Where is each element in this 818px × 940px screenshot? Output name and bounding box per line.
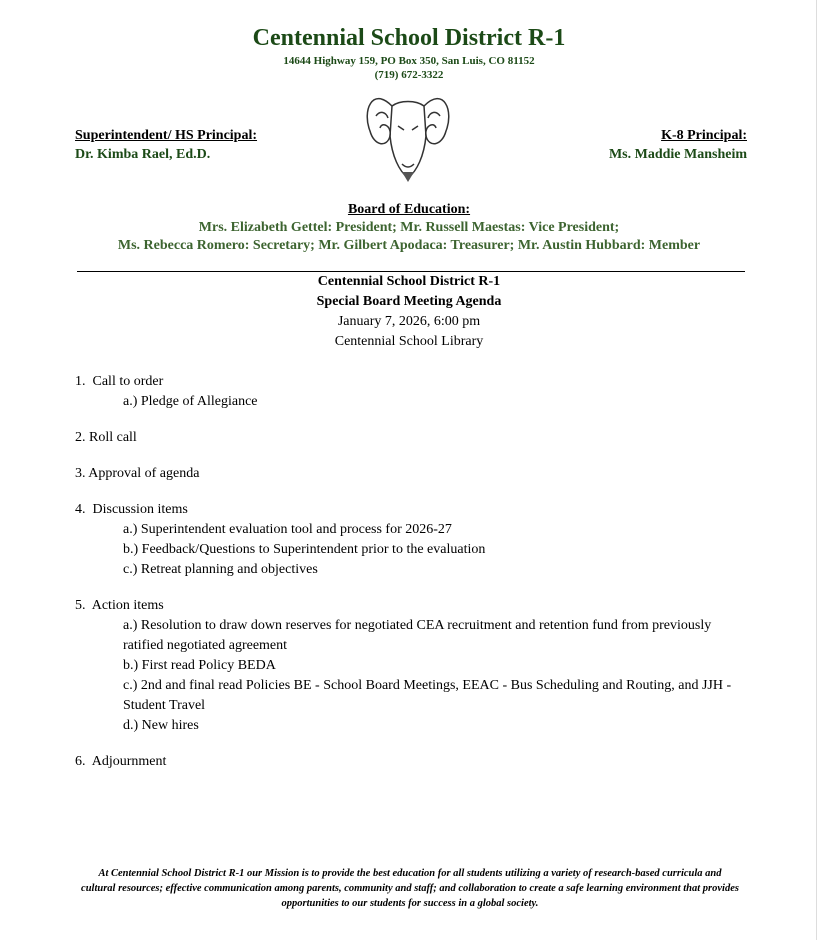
meeting-title: Special Board Meeting Agenda: [316, 294, 502, 309]
superintendent-name: Dr. Kimba Rael, Ed.D.: [75, 147, 211, 162]
agenda-item-label: 6. Adjournment: [75, 754, 167, 769]
agenda-item: [75, 500, 755, 580]
ram-mascot-logo: [362, 86, 454, 184]
agenda-item: [75, 372, 755, 412]
k8-principal-name: Ms. Maddie Mansheim: [608, 147, 747, 162]
agenda-item: [75, 464, 755, 484]
agenda-subitem: c.) 2nd and final read Policies BE - School Board Meetings, EEAC - Bus Scheduling and Routing, and JJH - Student Travel: [123, 678, 732, 713]
agenda-subitem: a.) Superintendent evaluation tool and process for 2026-27: [123, 522, 452, 537]
agenda-subitem: d.) New hires: [123, 718, 199, 733]
meeting-datetime: January 7, 2026, 6:00 pm: [337, 314, 481, 329]
agenda-item: [75, 752, 755, 772]
agenda-subitem: a.) Pledge of Allegiance: [123, 394, 258, 409]
agenda-item-label: 4. Discussion items: [75, 502, 188, 517]
agenda-list: [75, 372, 755, 788]
agenda-item-label: 5. Action items: [75, 598, 164, 613]
agenda-item: [75, 596, 755, 736]
agenda-subitem: b.) Feedback/Questions to Superintendent prior to the evaluation: [123, 542, 486, 557]
district-phone: (719) 672-3322: [374, 69, 444, 81]
board-label: Board of Education:: [347, 202, 471, 217]
board-members-line2: Ms. Rebecca Romero: Secretary; Mr. Gilbert Apodaca: Treasurer; Mr. Austin Hubbard: Member: [117, 238, 701, 253]
k8-principal-label: K-8 Principal:: [661, 128, 747, 143]
mission-statement: At Centennial School District R-1 our Mission is to provide the best education for all students utilizing a variety of research-based curricula and cultural resources; effective communication among parents, community and staff; and collaboration to create a safe learning environment that provides opportunities to our students for success in a global society.: [81, 868, 739, 909]
agenda-subitem: a.) Resolution to draw down reserves for negotiated CEA recruitment and retention fund from previously ratified negotiated agreement: [123, 618, 712, 653]
agenda-item-label: 1. Call to order: [75, 374, 164, 389]
agenda-item-label: 3. Approval of agenda: [75, 466, 200, 481]
page-edge: [816, 0, 817, 940]
meeting-location: Centennial School Library: [334, 334, 484, 349]
agenda-item: [75, 428, 755, 448]
agenda-item-label: 2. Roll call: [75, 430, 137, 445]
district-title: Centennial School District R-1: [252, 25, 566, 51]
agenda-subitem: c.) Retreat planning and objectives: [123, 562, 318, 577]
meeting-org: Centennial School District R-1: [317, 274, 501, 289]
district-address: 14644 Highway 159, PO Box 350, San Luis, CO 81152: [283, 55, 535, 67]
agenda-subitem: b.) First read Policy BEDA: [123, 658, 276, 673]
board-members-line1: Mrs. Elizabeth Gettel: President; Mr. Russell Maestas: Vice President;: [198, 220, 620, 235]
superintendent-label: Superintendent/ HS Principal:: [75, 128, 258, 143]
